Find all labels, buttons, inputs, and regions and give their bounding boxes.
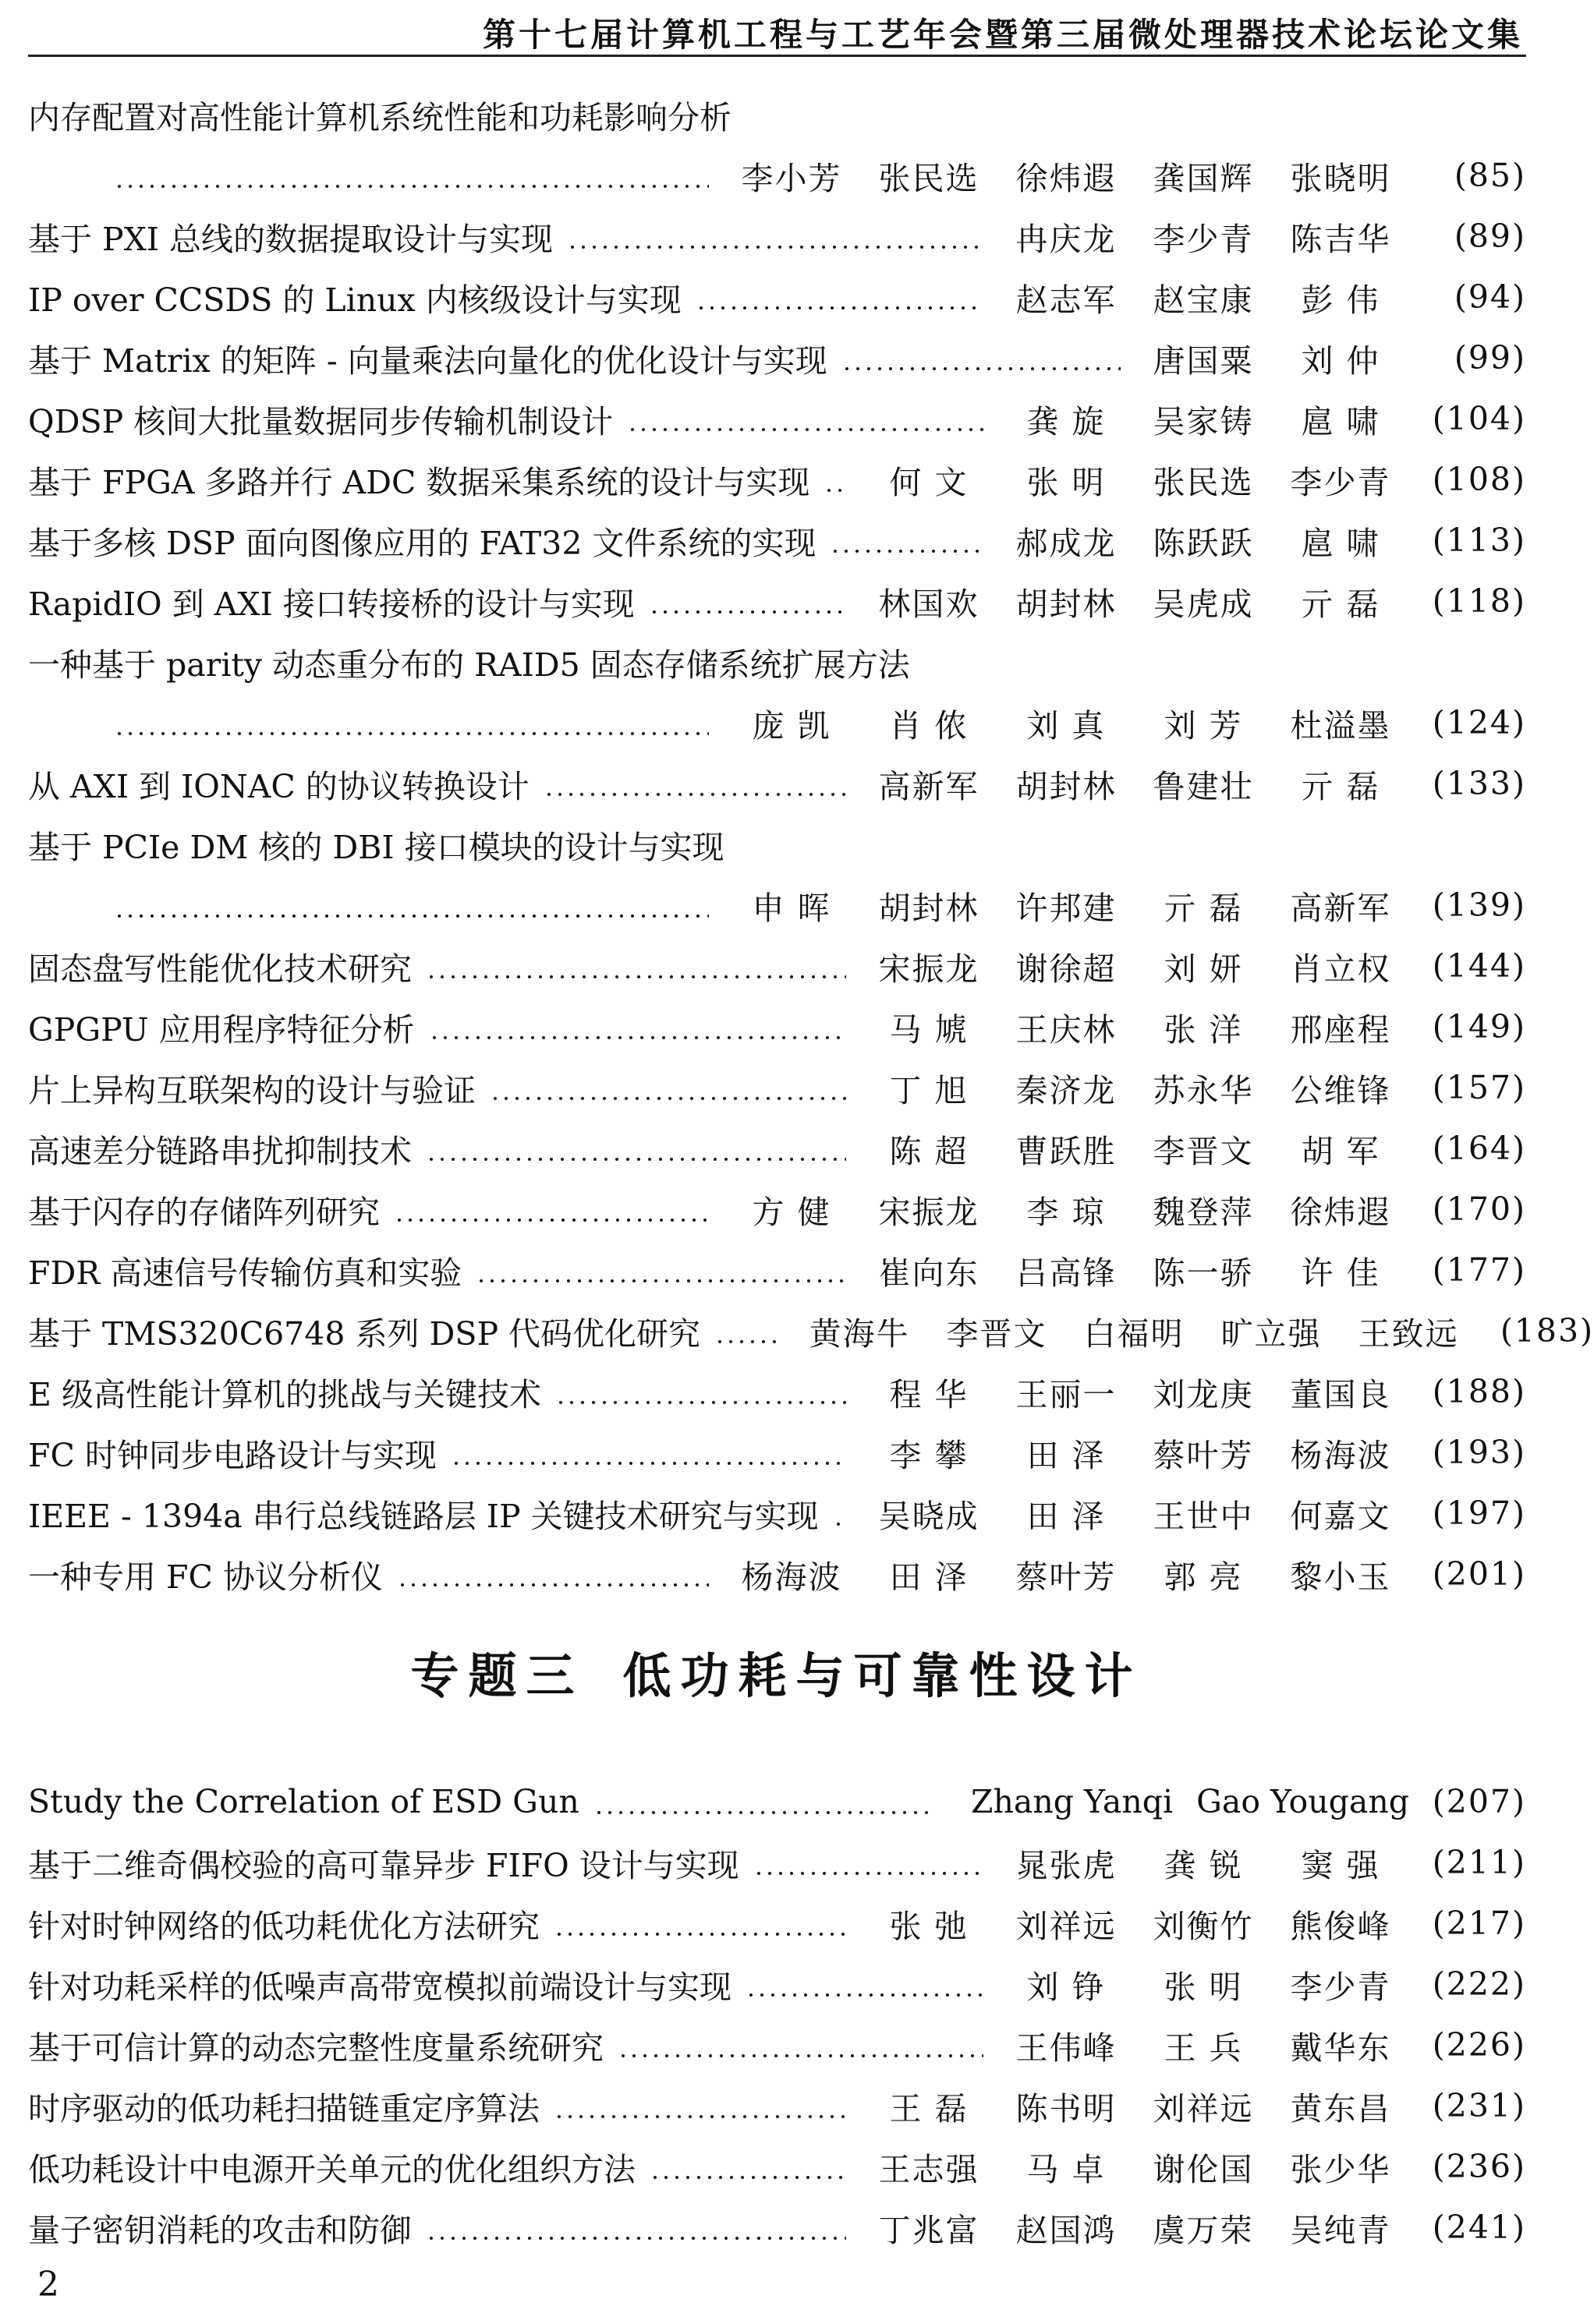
toc-page-number: (231) <box>1432 2087 1526 2124</box>
toc-entry <box>28 449 1526 510</box>
toc-page-number: (104) <box>1432 400 1526 437</box>
toc-title: 内存配置对高性能计算机系统性能和功耗影响分析 <box>28 98 731 136</box>
toc-entry <box>28 1893 1526 1954</box>
toc-title: IEEE - 1394a 串行总线链路层 IP 关键技术研究与实现 <box>28 1497 819 1535</box>
toc-authors <box>723 883 1409 929</box>
toc-entry <box>28 84 1526 145</box>
toc-author: 吕高锋 <box>1015 1254 1117 1292</box>
toc-entry <box>28 1544 1526 1604</box>
toc-title: 固态盘写性能优化技术研究 <box>28 950 412 988</box>
toc-author: 旷立强 <box>1220 1314 1322 1353</box>
toc-page-number: (157) <box>1432 1069 1526 1106</box>
toc-authors <box>860 1491 1409 1537</box>
toc-authors <box>860 1004 1409 1050</box>
toc-entry <box>28 206 1526 267</box>
toc-entry-continued <box>28 692 1526 753</box>
toc-author: 胡封林 <box>878 889 979 927</box>
toc-page-number: (89) <box>1454 218 1526 255</box>
toc-title: 片上异构互联架构的设计与验证 <box>28 1071 476 1109</box>
dot-leader <box>114 161 709 190</box>
toc-title: 低功耗设计中电源开关单元的优化组织方法 <box>28 2150 636 2188</box>
toc-page-number: (113) <box>1432 522 1526 559</box>
toc-author: 戴华东 <box>1290 2029 1391 2067</box>
toc-authors <box>997 396 1409 442</box>
toc-author: 高新军 <box>878 767 979 805</box>
toc-author: 窦 强 <box>1301 1846 1380 1884</box>
toc-authors <box>723 1551 1409 1597</box>
toc-authors <box>860 578 1409 624</box>
section-heading <box>0 1637 1553 1707</box>
section-title: 低功耗与可靠性设计 <box>622 1647 1142 1704</box>
toc-author: 黄海牛 <box>809 1314 910 1353</box>
toc-author: 何 文 <box>889 463 969 501</box>
toc-page-number: (139) <box>1432 886 1526 924</box>
toc-author: 蔡叶芳 <box>1015 1558 1117 1596</box>
toc-author: 魏登萍 <box>1153 1193 1254 1231</box>
toc-author: 虞万荣 <box>1153 2211 1254 2249</box>
toc-entry <box>28 571 1526 631</box>
toc-entry-continued <box>28 875 1526 936</box>
toc-title: 基于二维奇偶校验的高可靠异步 FIFO 设计与实现 <box>28 1846 739 1884</box>
toc-title: QDSP 核间大批量数据同步传输机制设计 <box>28 402 614 440</box>
toc-author: 刘祥远 <box>1015 1907 1117 1945</box>
toc-author: 亓 磊 <box>1301 767 1380 805</box>
toc-author: 何嘉文 <box>1290 1497 1391 1535</box>
toc-entry <box>28 936 1526 996</box>
toc-author: 谢徐超 <box>1015 950 1117 988</box>
toc-author: 唐国粟 <box>1153 341 1254 380</box>
toc-author: 刘 铮 <box>1026 1968 1106 2006</box>
toc-page-number: (133) <box>1432 765 1526 802</box>
toc-authors <box>860 1247 1409 1293</box>
dot-leader <box>451 1438 846 1467</box>
toc-authors <box>997 1961 1409 2007</box>
toc-title: 基于 PCIe DM 核的 DBI 接口模块的设计与实现 <box>28 828 724 866</box>
toc-entry <box>28 327 1526 388</box>
toc-title: RapidIO 到 AXI 接口转接桥的设计与实现 <box>28 585 635 623</box>
toc-author: 徐炜遐 <box>1290 1193 1391 1231</box>
toc-authors <box>860 457 1409 503</box>
toc-authors <box>723 700 1409 746</box>
toc-author: 丁 旭 <box>889 1071 969 1109</box>
toc-authors <box>860 761 1409 807</box>
toc-author: 扈 啸 <box>1301 402 1380 440</box>
toc-author: 黄东昌 <box>1290 2089 1391 2128</box>
toc-author: 刘 妍 <box>1164 950 1243 988</box>
toc-page-number: (217) <box>1432 1905 1526 1942</box>
dot-leader <box>554 1908 846 1938</box>
toc-author: 肖立权 <box>1290 950 1391 988</box>
dot-leader <box>714 1316 777 1346</box>
toc-authors <box>948 1783 1409 1820</box>
toc-author: 王致远 <box>1358 1314 1459 1353</box>
toc-title: 高速差分链路串扰抑制技术 <box>28 1132 412 1170</box>
toc-title: E 级高性能计算机的挑战与关键技术 <box>28 1375 541 1413</box>
toc-author: 崔向东 <box>878 1254 979 1292</box>
toc-entry <box>28 1240 1526 1300</box>
dot-leader <box>833 1498 846 1528</box>
toc-author: 方 健 <box>752 1193 831 1231</box>
toc-title: 时序驱动的低功耗扫描链重定序算法 <box>28 2089 540 2128</box>
toc-author: 刘 芳 <box>1164 706 1243 745</box>
toc-author: 吴家铸 <box>1153 402 1254 440</box>
toc-author: 李少青 <box>1290 463 1391 501</box>
toc-author: 庞 凯 <box>752 706 831 745</box>
toc-page-number: (241) <box>1432 2209 1526 2246</box>
toc-list-2 <box>28 1771 1526 2258</box>
toc-author: 赵国鸿 <box>1015 2211 1117 2249</box>
dot-leader <box>841 343 1121 373</box>
toc-entry <box>28 1179 1526 1240</box>
toc-author: 王 兵 <box>1164 2029 1243 2067</box>
toc-authors <box>997 1840 1409 1886</box>
toc-author: 王丽一 <box>1015 1375 1117 1413</box>
toc-author: 田 泽 <box>889 1558 969 1596</box>
toc-authors <box>860 2144 1409 2190</box>
toc-list-1 <box>28 84 1594 1604</box>
toc-author: 张民选 <box>1153 463 1254 501</box>
toc-authors <box>997 274 1409 320</box>
dot-leader <box>555 1377 846 1406</box>
dot-leader <box>650 2152 846 2181</box>
toc-page-number: (193) <box>1432 1434 1526 1471</box>
toc-author: 冉庆龙 <box>1015 220 1117 258</box>
toc-authors <box>860 1901 1409 1947</box>
toc-page-number: (222) <box>1432 1965 1526 2003</box>
toc-author: 胡封林 <box>1015 767 1117 805</box>
toc-author: 秦济龙 <box>1015 1071 1117 1109</box>
toc-author: 张 洋 <box>1164 1010 1243 1049</box>
toc-author: 徐炜遐 <box>1015 159 1117 197</box>
dot-leader <box>627 404 983 433</box>
toc-author: 亓 磊 <box>1301 585 1380 623</box>
toc-author: 苏永华 <box>1153 1071 1254 1109</box>
page-number: 2 <box>37 2265 59 2305</box>
toc-page-number: (197) <box>1432 1495 1526 1532</box>
toc-page-number: (236) <box>1432 2148 1526 2185</box>
toc-entry <box>28 2136 1526 2197</box>
toc-entry <box>28 1832 1526 1893</box>
toc-author: 吴晓成 <box>878 1497 979 1535</box>
toc-author: 扈 啸 <box>1301 524 1380 562</box>
toc-page-number: (226) <box>1432 2026 1526 2064</box>
toc-title: FDR 高速信号传输仿真和实验 <box>28 1254 462 1292</box>
toc-authors <box>997 2022 1409 2068</box>
toc-title: 基于 TMS320C6748 系列 DSP 代码优化研究 <box>28 1314 701 1353</box>
toc-author: 申 晖 <box>752 889 831 927</box>
toc-authors <box>997 518 1409 564</box>
toc-author: 龚国辉 <box>1153 159 1254 197</box>
dot-leader <box>618 2030 983 2060</box>
toc-author: 杨海波 <box>741 1558 842 1596</box>
toc-author: 陈跃跃 <box>1153 524 1254 562</box>
toc-title: 基于可信计算的动态完整性度量系统研究 <box>28 2029 604 2067</box>
toc-author: 刘 真 <box>1026 706 1106 745</box>
toc-entry <box>28 1771 1526 1832</box>
toc-page-number: (177) <box>1432 1251 1526 1289</box>
dot-leader <box>114 890 709 920</box>
toc-author: 刘衡竹 <box>1153 1907 1254 1945</box>
toc-title: 针对时钟网络的低功耗优化方法研究 <box>28 1907 540 1945</box>
toc-entry <box>28 1057 1526 1118</box>
toc-author: 许 佳 <box>1301 1254 1380 1292</box>
dot-leader <box>426 2213 846 2242</box>
toc-author: 田 泽 <box>1026 1436 1106 1474</box>
toc-entry <box>28 1483 1526 1544</box>
dot-leader <box>544 769 846 798</box>
toc-title: Study the Correlation of ESD Gun <box>28 1783 579 1820</box>
toc-author: 公维锋 <box>1290 1071 1391 1109</box>
toc-authors <box>860 943 1409 989</box>
toc-author: 董国良 <box>1290 1375 1391 1413</box>
toc-entry <box>28 753 1526 814</box>
toc-page-number: (99) <box>1454 339 1526 377</box>
toc-author: Zhang Yanqi <box>971 1783 1174 1820</box>
toc-page-number: (144) <box>1432 947 1526 985</box>
toc-page-number: (183) <box>1500 1312 1594 1349</box>
toc-author: 胡 军 <box>1301 1132 1380 1170</box>
toc-author: 亓 磊 <box>1164 889 1243 927</box>
toc-author: 赵志军 <box>1015 281 1117 319</box>
toc-page-number: (164) <box>1432 1130 1526 1167</box>
toc-title: 针对功耗采样的低噪声高带宽模拟前端设计与实现 <box>28 1968 731 2006</box>
toc-title: 基于 FPGA 多路并行 ADC 数据采集系统的设计与实现 <box>28 463 810 501</box>
toc-author: 李少青 <box>1290 1968 1391 2006</box>
toc-author: 杨海波 <box>1290 1436 1391 1474</box>
toc-entry <box>28 1422 1526 1483</box>
toc-entry <box>28 1300 1594 1361</box>
toc-author: 熊俊峰 <box>1290 1907 1391 1945</box>
toc-author: 林国欢 <box>878 585 979 623</box>
toc-author: 鲁建壮 <box>1153 767 1254 805</box>
toc-author: 王 磊 <box>889 2089 969 2128</box>
toc-authors <box>860 2083 1409 2129</box>
toc-author: 张 明 <box>1164 1968 1243 2006</box>
toc-entry <box>28 388 1526 449</box>
toc-title: GPGPU 应用程序特征分析 <box>28 1010 415 1049</box>
toc-author: 陈 超 <box>889 1132 969 1170</box>
toc-authors <box>860 1126 1409 1172</box>
toc-author: 赵宝康 <box>1153 281 1254 319</box>
toc-author: 白福明 <box>1083 1314 1185 1353</box>
toc-author: 刘祥远 <box>1153 2089 1254 2128</box>
toc-author: 李 琼 <box>1026 1193 1106 1231</box>
toc-entry <box>28 2075 1526 2136</box>
toc-author: 郭 亮 <box>1164 1558 1243 1596</box>
toc-author: 彭 伟 <box>1301 281 1380 319</box>
dot-leader <box>593 1787 933 1816</box>
toc-title: 一种基于 parity 动态重分布的 RAID5 固态存储系统扩展方法 <box>28 646 910 684</box>
toc-entry <box>28 267 1526 327</box>
toc-author: 陈一骄 <box>1153 1254 1254 1292</box>
toc-author: 李 攀 <box>889 1436 969 1474</box>
toc-entry <box>28 2197 1526 2258</box>
toc-entry <box>28 1954 1526 2014</box>
dot-leader <box>429 1012 846 1042</box>
toc-author: 郝成龙 <box>1015 524 1117 562</box>
toc-author: 王庆林 <box>1015 1010 1117 1049</box>
toc-page-number: (118) <box>1432 582 1526 620</box>
dot-leader <box>746 1969 983 1999</box>
toc-author: 刘 仲 <box>1301 341 1380 380</box>
toc-author: 胡封林 <box>1015 585 1117 623</box>
toc-entry <box>28 631 1526 692</box>
dot-leader <box>830 525 983 555</box>
dot-leader <box>114 708 709 738</box>
toc-author: 宋振龙 <box>878 1193 979 1231</box>
toc-title: FC 时钟同步电路设计与实现 <box>28 1436 437 1474</box>
toc-authors <box>860 1065 1409 1111</box>
toc-author: 黎小玉 <box>1290 1558 1391 1596</box>
toc-authors <box>860 1369 1409 1415</box>
toc-entry <box>28 2014 1526 2075</box>
toc-author: 张 明 <box>1026 463 1106 501</box>
section-number: 专题三 <box>410 1647 584 1704</box>
dot-leader <box>394 1194 709 1224</box>
running-header <box>28 0 1526 57</box>
toc-title: 从 AXI 到 IONAC 的协议转换设计 <box>28 767 530 805</box>
dot-leader <box>490 1073 846 1102</box>
toc-page-number: (108) <box>1432 461 1526 498</box>
toc-page-number: (149) <box>1432 1008 1526 1045</box>
toc-page-number: (124) <box>1432 704 1526 741</box>
dot-leader <box>426 951 846 981</box>
toc-author: 张 弛 <box>889 1907 969 1945</box>
toc-authors <box>860 2205 1409 2251</box>
toc-author: 王伟峰 <box>1015 2029 1117 2067</box>
toc-author: 杜溢墨 <box>1290 706 1391 745</box>
toc-author: 程 华 <box>889 1375 969 1413</box>
toc-page-number: (201) <box>1432 1555 1526 1593</box>
dot-leader <box>554 2091 846 2121</box>
toc-author: 李少青 <box>1153 220 1254 258</box>
toc-author: 邢座程 <box>1290 1010 1391 1049</box>
toc-entry <box>28 1361 1526 1422</box>
toc-page-number: (207) <box>1432 1783 1526 1820</box>
dot-leader <box>753 1848 983 1877</box>
toc-author: 龚 旋 <box>1026 402 1106 440</box>
toc-entry <box>28 1118 1526 1179</box>
toc-authors <box>723 1187 1409 1233</box>
toc-authors <box>1135 335 1409 381</box>
toc-title: 一种专用 FC 协议分析仪 <box>28 1558 383 1596</box>
toc-author: 晁张虎 <box>1015 1846 1117 1884</box>
toc-author: Gao Yougang <box>1196 1783 1409 1820</box>
header-title: 第十七届计算机工程与工艺年会暨第三届微处理器技术论坛论文集 <box>482 16 1523 54</box>
dot-leader <box>696 282 983 312</box>
toc-entry <box>28 996 1526 1057</box>
dot-leader <box>649 586 846 616</box>
toc-author: 丁兆富 <box>878 2211 979 2249</box>
toc-author: 张少华 <box>1290 2150 1391 2188</box>
toc-author: 曹跃胜 <box>1015 1132 1117 1170</box>
toc-author: 王志强 <box>878 2150 979 2188</box>
toc-authors <box>723 153 1409 199</box>
toc-page-number: (85) <box>1454 157 1526 194</box>
dot-leader <box>426 1134 846 1163</box>
toc-author: 田 泽 <box>1026 1497 1106 1535</box>
toc-author: 宋振龙 <box>878 950 979 988</box>
toc-author: 李晋文 <box>946 1314 1047 1353</box>
toc-authors <box>860 1430 1409 1476</box>
toc-author: 吴纯青 <box>1290 2211 1391 2249</box>
toc-author: 陈吉华 <box>1290 220 1391 258</box>
toc-author: 肖 侬 <box>889 706 969 745</box>
dot-leader <box>476 1255 846 1285</box>
toc-author: 马 卓 <box>1026 2150 1106 2188</box>
toc-title: 基于多核 DSP 面向图像应用的 FAT32 文件系统的实现 <box>28 524 816 562</box>
toc-entry <box>28 510 1526 571</box>
toc-author: 王世中 <box>1153 1497 1254 1535</box>
toc-author: 陈书明 <box>1015 2089 1117 2128</box>
toc-author: 许邦建 <box>1015 889 1117 927</box>
toc-authors <box>791 1308 1477 1354</box>
toc-authors <box>997 214 1409 260</box>
toc-author: 吴虎成 <box>1153 585 1254 623</box>
toc-page-number: (170) <box>1432 1190 1526 1228</box>
toc-author: 谢伦国 <box>1153 2150 1254 2188</box>
toc-title: IP over CCSDS 的 Linux 内核级设计与实现 <box>28 281 682 319</box>
toc-entry-continued <box>28 145 1526 206</box>
dot-leader <box>824 465 846 494</box>
toc-author: 马 虓 <box>889 1010 969 1049</box>
toc-author: 李晋文 <box>1153 1132 1254 1170</box>
toc-page-number: (94) <box>1454 278 1526 316</box>
toc-author: 刘龙庚 <box>1153 1375 1254 1413</box>
toc-page-number: (188) <box>1432 1373 1526 1410</box>
toc-title: 量子密钥消耗的攻击和防御 <box>28 2211 412 2249</box>
toc-title: 基于 PXI 总线的数据提取设计与实现 <box>28 220 554 258</box>
dot-leader <box>567 221 983 251</box>
toc-author: 张民选 <box>878 159 979 197</box>
toc-author: 张晓明 <box>1290 159 1391 197</box>
toc-author: 蔡叶芳 <box>1153 1436 1254 1474</box>
toc-author: 高新军 <box>1290 889 1391 927</box>
toc-title: 基于 Matrix 的矩阵 - 向量乘法向量化的优化设计与实现 <box>28 341 827 380</box>
dot-leader <box>397 1559 709 1589</box>
toc-author: 李小芳 <box>741 159 842 197</box>
toc-page-number: (211) <box>1432 1844 1526 1881</box>
toc-author: 龚 锐 <box>1164 1846 1243 1884</box>
toc-entry <box>28 814 1526 875</box>
toc-title: 基于闪存的存储阵列研究 <box>28 1193 380 1231</box>
